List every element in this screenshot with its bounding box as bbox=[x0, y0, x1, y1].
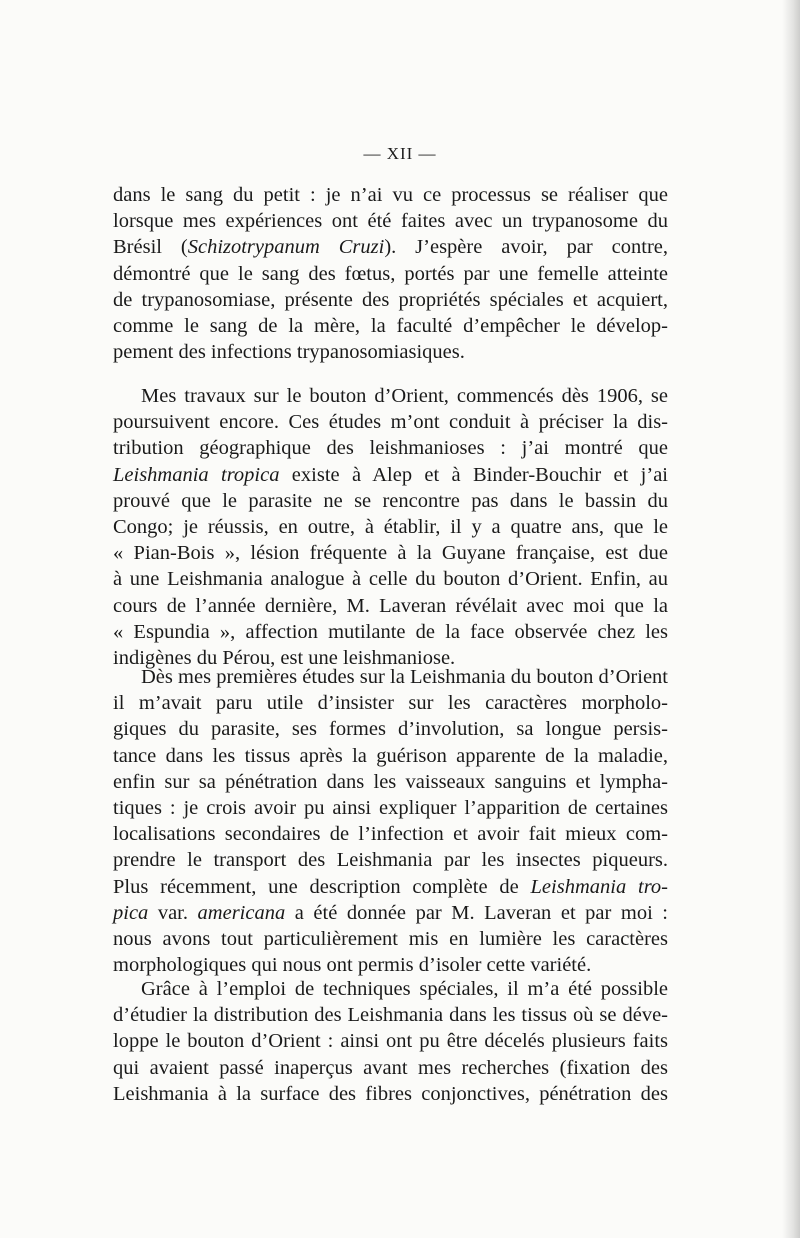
text-line: pica var. americana a été donnée par M. Laveran et par moi : bbox=[113, 901, 669, 924]
text-line: dans le sang du petit : je n’ai vu ce processus se réaliser que bbox=[113, 184, 668, 206]
text-line: à une Leishmania analogue à celle du bouton d’Orient. Enfin, au bbox=[113, 568, 668, 591]
italic-term: Leishmania tropica bbox=[113, 463, 280, 486]
text-line: qui avaient passé inaperçus avant mes recherches (fixation des bbox=[113, 1056, 668, 1079]
text-line: cours de l’année dernière, M. Laveran révélait avec moi que la bbox=[113, 594, 668, 617]
text-line: localisations secondaires de l’infection et avoir fait mieux com- bbox=[113, 823, 668, 846]
text-line: Dès mes premières études sur la Leishmania du bouton d’Orient bbox=[141, 666, 668, 688]
italic-term: Leishmania tro- bbox=[530, 875, 668, 898]
paragraph-4 bbox=[113, 976, 668, 1107]
text-line: prouvé que le parasite ne se rencontre pas dans le bassin du bbox=[113, 489, 668, 512]
text-line: giques du parasite, ses formes d’involution, sa longue persis- bbox=[113, 718, 668, 741]
text-line: tance dans les tissus après la guérison apparente de la maladie, bbox=[113, 744, 668, 767]
text-line: lorsque mes expériences ont été faites avec un trypanosome du bbox=[113, 210, 668, 233]
text-line: Brésil (Schizotrypanum Cruzi). J’espère avoir, par contre, bbox=[113, 236, 669, 259]
text-line: tiques : je crois avoir pu ainsi expliquer l’apparition de certaines bbox=[113, 796, 668, 819]
text-line: de trypanosomiase, présente des propriétés spéciales et acquiert, bbox=[113, 288, 668, 311]
text-line: comme le sang de la mère, la faculté d’empêcher le dévelop- bbox=[113, 314, 668, 337]
paragraph-3 bbox=[113, 664, 668, 978]
text-line: nous avons tout particulièrement mis en lumière les caractères bbox=[113, 927, 668, 950]
page-edge-shadow bbox=[782, 0, 800, 1238]
text-line: tribution géographique des leishmanioses : j’ai montré que bbox=[113, 437, 668, 460]
text-line: d’étudier la distribution des Leishmania dans les tissus où se déve- bbox=[113, 1004, 668, 1027]
text-line: prendre le transport des Leishmania par les insectes piqueurs. bbox=[113, 849, 668, 872]
text-line: pement des infections trypanosomiasiques. bbox=[113, 341, 465, 364]
text-line: enfin sur sa pénétration dans les vaisseaux sanguins et lympha- bbox=[113, 770, 668, 793]
text-line: morphologiques qui nous ont permis d’isoler cette variété. bbox=[113, 954, 592, 977]
paragraph-1 bbox=[113, 182, 668, 365]
text-line: Leishmania tropica existe à Alep et à Binder-Bouchir et j’ai bbox=[113, 463, 668, 486]
text-line: Congo; je réussis, en outre, à établir, il y a quatre ans, que le bbox=[113, 515, 668, 538]
text-line: Grâce à l’emploi de techniques spéciales, il m’a été possible bbox=[141, 978, 668, 1000]
italic-term: americana bbox=[197, 901, 286, 924]
text-line: démontré que le sang des fœtus, portés par une femelle atteinte bbox=[113, 262, 668, 285]
text-line: « Pian-Bois », lésion fréquente à la Guyane française, est due bbox=[113, 542, 668, 565]
text-line: Plus récemment, une description complète de Leishmania tro- bbox=[113, 875, 668, 898]
italic-term: Schizotrypanum Cruzi bbox=[187, 236, 385, 259]
italic-term: pica bbox=[113, 901, 149, 924]
text-line: poursuivent encore. Ces études m’ont conduit à préciser la dis- bbox=[113, 411, 668, 434]
text-line: « Espundia », affection mutilante de la face observée chez les bbox=[113, 620, 668, 643]
paragraph-2 bbox=[113, 383, 668, 671]
text-line: loppe le bouton d’Orient : ainsi ont pu être décelés plusieurs faits bbox=[113, 1030, 668, 1053]
text-line: indigènes du Pérou, est une leishmaniose. bbox=[113, 646, 456, 669]
text-line: Mes travaux sur le bouton d’Orient, commencés dès 1906, se bbox=[141, 385, 668, 407]
text-line: Leishmania à la surface des fibres conjonctives, pénétration des bbox=[113, 1082, 668, 1105]
page-number-header: — XII — bbox=[363, 144, 437, 163]
text-line: il m’avait paru utile d’insister sur les caractères morpholo- bbox=[113, 692, 668, 715]
